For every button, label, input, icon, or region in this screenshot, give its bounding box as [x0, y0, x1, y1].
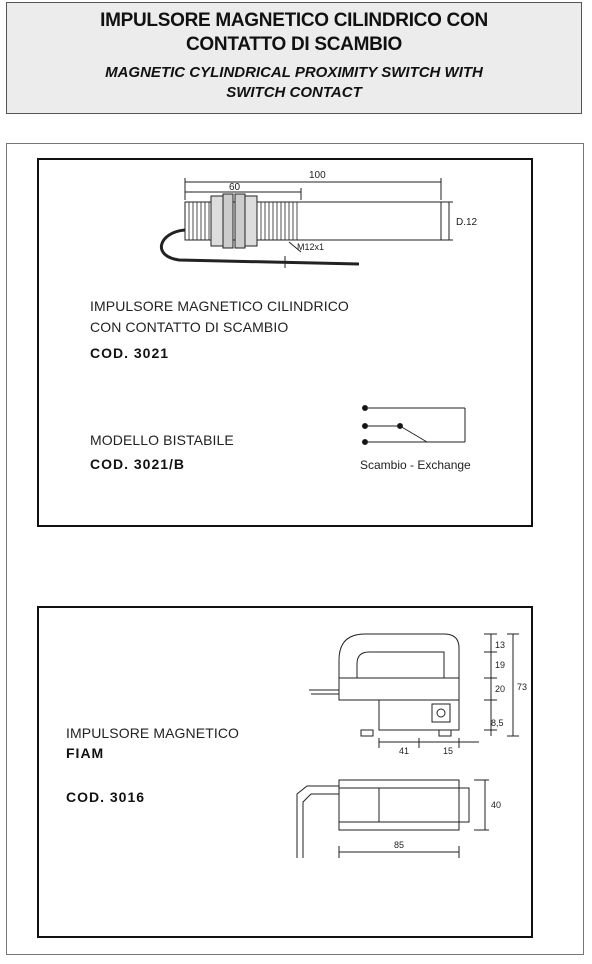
thread-label: M12x1 [297, 242, 325, 252]
schematic-caption: Scambio - Exchange [360, 458, 471, 472]
product-description-line2: CON CONTATTO DI SCAMBIO [90, 319, 289, 335]
product-description-line2: FIAM [66, 745, 105, 761]
model-code: COD. 3021/B [90, 456, 186, 472]
title-english-line2: SWITCH CONTACT [226, 84, 362, 101]
dim-19: 19 [495, 660, 506, 670]
dim-20: 20 [495, 684, 506, 694]
dim-8-5: 8,5 [491, 718, 504, 728]
dim-41: 41 [399, 746, 410, 756]
product-code: COD. 3021 [90, 345, 170, 361]
dim-total-length: 100 [309, 170, 326, 181]
title-italian-line1: IMPULSORE MAGNETICO CILINDRICO CON [100, 10, 488, 31]
dim-diameter: D.12 [456, 217, 478, 228]
title-banner [6, 2, 582, 114]
title-italian [7, 9, 581, 57]
product-code: COD. 3016 [66, 789, 146, 805]
dim-40: 40 [491, 800, 502, 810]
dim-73: 73 [517, 682, 528, 692]
dim-body-length: 60 [229, 182, 241, 193]
dim-85: 85 [394, 840, 405, 850]
fiam-switch-drawing [39, 608, 531, 936]
dim-13: 13 [495, 640, 506, 650]
model-label: MODELLO BISTABILE [90, 432, 234, 448]
title-english [7, 63, 581, 103]
title-english-line1: MAGNETIC CYLINDRICAL PROXIMITY SWITCH WITH [105, 64, 483, 81]
product-card-3021 [37, 158, 533, 527]
product-card-3016 [37, 606, 533, 938]
product-description-line1: IMPULSORE MAGNETICO [66, 725, 240, 741]
product-description-line1: IMPULSORE MAGNETICO CILINDRICO [90, 298, 349, 314]
title-italian-line2: CONTATTO DI SCAMBIO [186, 34, 402, 55]
dim-15: 15 [443, 746, 454, 756]
